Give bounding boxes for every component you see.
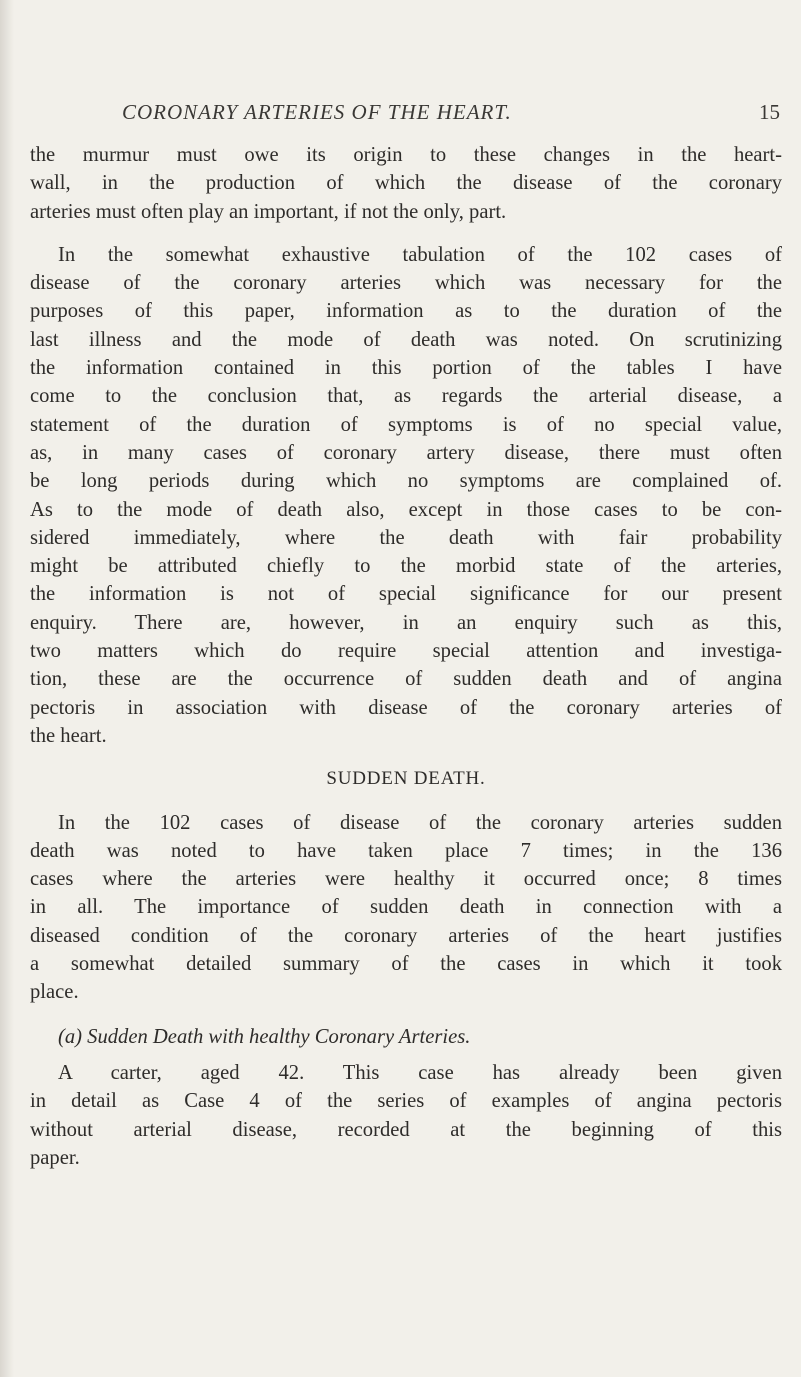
running-head (0, 100, 801, 130)
text-line: arteries must often play an important, if not the only, part. (30, 200, 507, 223)
text-line: tion, these are the occurrence of sudden death and of angina (30, 668, 782, 691)
text-line: death was noted to have taken place 7 times; in the 136 (30, 839, 782, 862)
paragraph-sudden-death (30, 809, 782, 1007)
paragraph-tabulation (30, 241, 782, 750)
paragraph-carter-case (30, 1059, 782, 1172)
text-line: without arterial disease, recorded at the beginning of this (30, 1118, 782, 1141)
body-text (30, 141, 782, 1172)
text-line: In the somewhat exhaustive tabulation of the 102 cases of (58, 243, 782, 266)
text-line: the murmur must owe its origin to these changes in the heart- (30, 144, 782, 166)
text-line: sidered immediately, where the death with fair probability (30, 526, 782, 549)
text-line: the information contained in this portion of the tables I have (30, 357, 782, 380)
text-line: as, in many cases of coronary artery disease, there must often (30, 441, 782, 464)
page-number: 15 (759, 100, 780, 124)
text-line: come to the conclusion that, as regards the arterial disease, a (30, 385, 782, 408)
text-line: in detail as Case 4 of the series of examples of angina pectoris (30, 1090, 782, 1113)
text-line: two matters which do require special attention and investiga- (30, 640, 782, 663)
subsection-heading: (a) Sudden Death with healthy Coronary Arteries. (58, 1025, 471, 1048)
running-title: CORONARY ARTERIES OF THE HEART. (122, 100, 512, 124)
text-line: diseased condition of the coronary arteries of the heart justifies (30, 924, 782, 947)
text-line: A carter, aged 42. This case has already been given (58, 1061, 782, 1084)
text-line: As to the mode of death also, except in those cases to be con- (30, 498, 782, 521)
paragraph-continuation (30, 141, 782, 226)
text-line: purposes of this paper, information as to the duration of the (30, 300, 782, 323)
text-line: statement of the duration of symptoms is of no special value, (30, 413, 782, 436)
binding-shadow (0, 0, 14, 1377)
text-line: in all. The importance of sudden death in connection with a (30, 896, 782, 919)
text-line: the information is not of special significance for our present (30, 583, 782, 606)
text-line: pectoris in association with disease of the coronary arteries of (30, 696, 782, 719)
text-line: disease of the coronary arteries which was necessary for the (30, 272, 782, 295)
text-line: place. (30, 981, 79, 1004)
text-line: last illness and the mode of death was noted. On scrutinizing (30, 328, 782, 351)
text-line: cases where the arteries were healthy it occurred once; 8 times (30, 868, 782, 891)
text-line: a somewhat detailed summary of the cases in which it took (30, 953, 782, 976)
text-line: In the 102 cases of disease of the coronary arteries sudden (58, 811, 782, 834)
text-line: might be attributed chiefly to the morbid state of the arteries, (30, 555, 782, 578)
text-line: wall, in the production of which the disease of the coronary (30, 172, 782, 195)
text-line: paper. (30, 1146, 80, 1169)
text-line: be long periods during which no symptoms are complained of. (30, 470, 782, 493)
text-line: the heart. (30, 724, 107, 747)
section-heading: SUDDEN DEATH. (326, 768, 486, 790)
text-line: enquiry. There are, however, in an enquiry such as this, (30, 611, 782, 634)
